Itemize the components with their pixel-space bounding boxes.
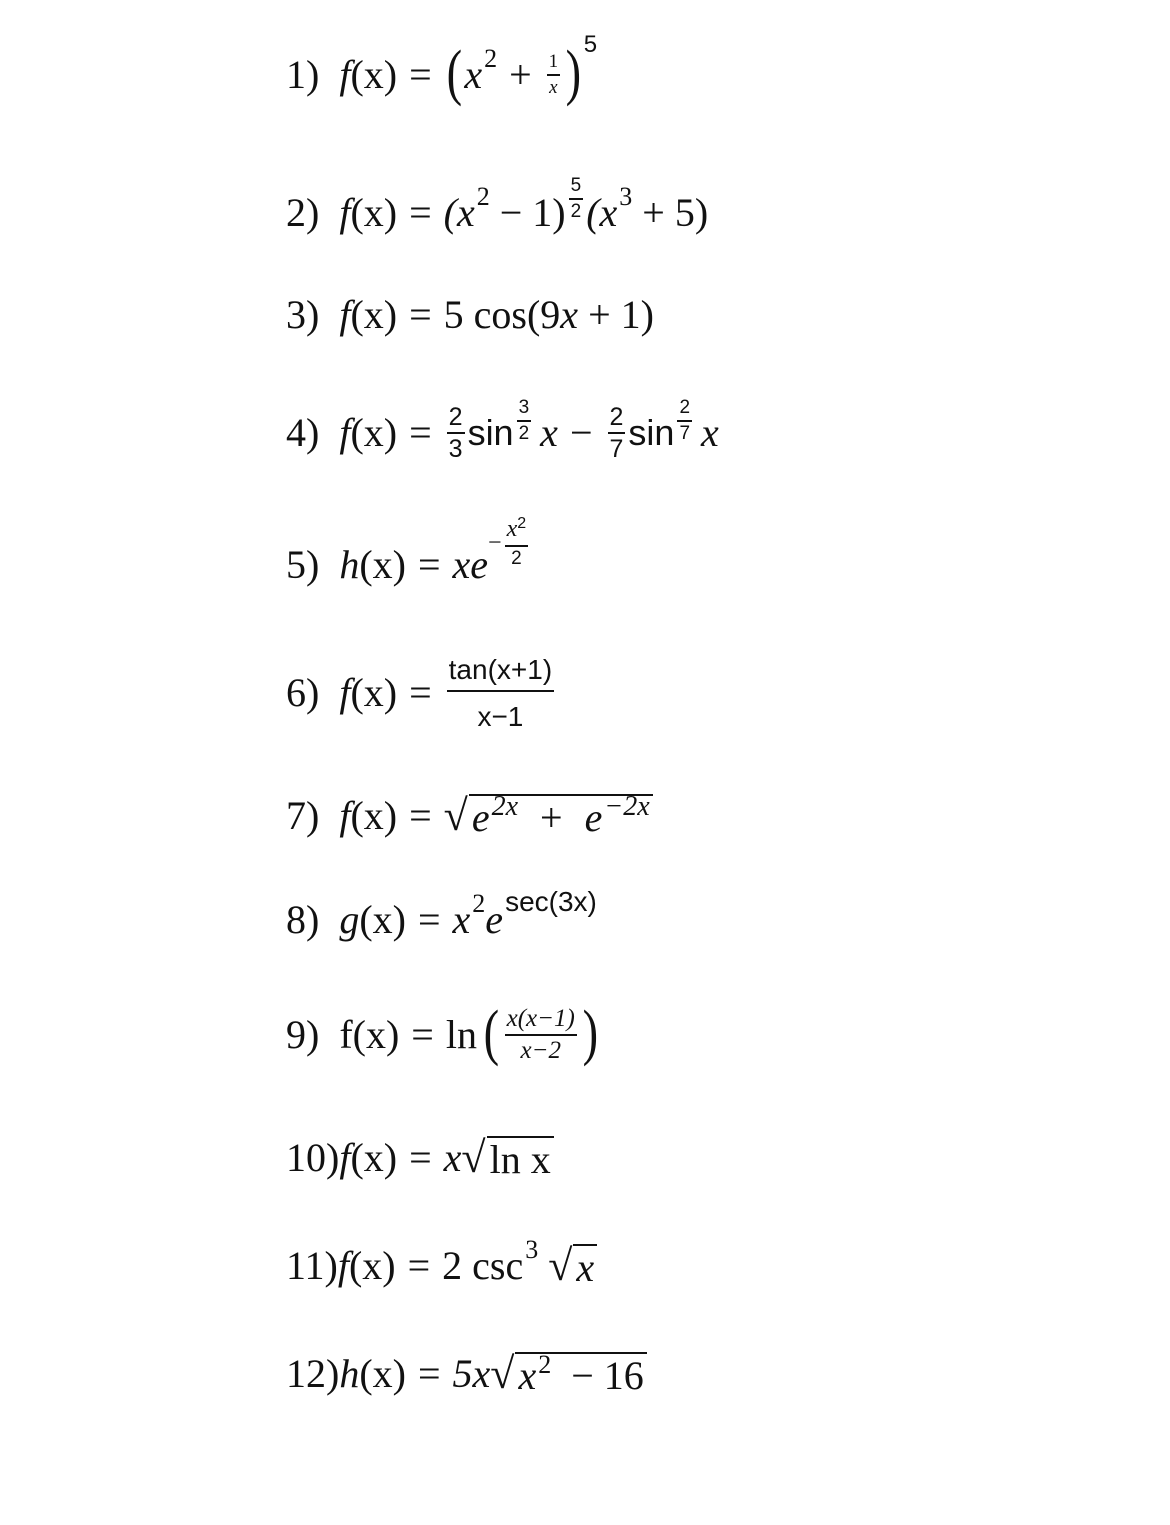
denominator: 7 (679, 423, 691, 444)
square-root (490, 1349, 646, 1398)
numerator: 5 (570, 175, 582, 197)
function-name: h (339, 1351, 360, 1396)
exponent: 3 (525, 1235, 539, 1264)
term-part: − 1) (499, 190, 566, 235)
term-x: x (560, 292, 579, 337)
numerator: 2 (609, 402, 624, 431)
function-name: f (339, 52, 351, 97)
denominator: x−1 (477, 701, 524, 732)
equation-10 (286, 1128, 554, 1188)
ln-function: ln (445, 1012, 477, 1057)
sin-function: sin (467, 412, 514, 453)
numerator: x(x−1) (506, 1004, 575, 1032)
function-name: f (339, 410, 351, 455)
term-part: (x (443, 190, 475, 235)
fraction (505, 1006, 577, 1065)
exponent-group (488, 517, 531, 568)
left-paren: ( (483, 999, 500, 1067)
coefficient-fraction (608, 404, 626, 463)
radicand: ln x (487, 1136, 554, 1180)
term-e: e (471, 795, 490, 840)
function-name: f (339, 1135, 351, 1180)
denominator: x−2 (520, 1037, 561, 1064)
equation-number: 2) (286, 190, 320, 235)
term-x: x (540, 410, 558, 455)
square-root (548, 1241, 597, 1290)
exponent: 3 (619, 182, 633, 211)
equals-sign: = (409, 292, 432, 337)
fraction-bar (569, 198, 584, 200)
equals-sign: = (409, 52, 432, 97)
term-part: + 1) (588, 292, 654, 337)
equation-7 (286, 786, 653, 846)
term-xe: xe (452, 542, 489, 587)
function-arg: (x) (348, 1243, 396, 1288)
square-root (443, 791, 653, 840)
function-arg: (x) (359, 897, 406, 942)
exponent: 2 (476, 182, 490, 211)
denominator: 7 (609, 435, 624, 463)
function-arg: (x) (350, 52, 398, 97)
numerator: 1 (548, 51, 559, 73)
equation-number: 7) (286, 793, 320, 838)
equation-8 (286, 886, 597, 950)
numerator: tan(x+1) (448, 653, 553, 685)
equals-sign: = (417, 1351, 441, 1396)
equation-number: 9) (286, 1012, 320, 1057)
radical-icon: √ (490, 1349, 515, 1398)
radicand-x: x (518, 1353, 537, 1398)
square-root (461, 1133, 553, 1182)
radical-icon: √ (443, 791, 468, 840)
term-part: 2 csc (442, 1243, 524, 1288)
equation-number: 8) (286, 897, 320, 942)
equation-number: 6) (286, 670, 320, 715)
term-x: x (452, 897, 471, 942)
function-label: f(x) (339, 1012, 400, 1057)
fraction-bar (505, 545, 529, 547)
term-x: x (443, 1135, 462, 1180)
equation-number: 5) (286, 542, 320, 587)
fraction-bar (447, 690, 555, 692)
radicand-tail: − 16 (571, 1353, 644, 1398)
fraction-exponent (517, 398, 532, 444)
equation-number: 10) (286, 1135, 340, 1180)
coefficient-fraction (447, 404, 465, 463)
right-paren: ) (565, 39, 582, 107)
denominator: 2 (518, 423, 530, 444)
denominator: 3 (448, 435, 463, 463)
function-arg: (x) (350, 190, 398, 235)
equals-sign: = (411, 1012, 434, 1057)
numerator: 2 (679, 397, 691, 419)
term-e: e (584, 795, 603, 840)
numerator (505, 517, 529, 542)
exponent: 2x (491, 791, 519, 822)
denominator: 2 (570, 201, 582, 222)
function-arg: (x) (359, 542, 406, 587)
function-name: g (339, 897, 360, 942)
fraction-bar (505, 1034, 577, 1036)
equation-11 (286, 1236, 597, 1296)
equation-6 (286, 648, 557, 738)
term-e: e (485, 897, 504, 942)
term-part: + 5) (642, 190, 709, 235)
numerator: 3 (518, 397, 530, 419)
minus-sign: − (569, 410, 593, 455)
right-paren: ) (582, 999, 598, 1067)
function-arg: (x) (350, 1135, 398, 1180)
equals-sign: = (409, 670, 432, 715)
fraction-bar (547, 74, 561, 76)
function-name: f (339, 793, 351, 838)
fraction-exponent (677, 398, 692, 444)
equation-2 (286, 168, 708, 258)
function-arg: (x) (350, 410, 398, 455)
equation-5 (286, 515, 531, 610)
equation-number: 12) (286, 1351, 340, 1396)
exponent: 2 (484, 44, 498, 73)
term-part: (x (586, 190, 618, 235)
fraction-bar (677, 420, 692, 422)
fraction (447, 655, 555, 732)
radicand: x (573, 1244, 597, 1288)
radicand (469, 791, 653, 840)
function-name: f (339, 190, 351, 235)
plus-sign: + (540, 795, 563, 840)
equation-number: 1) (286, 52, 320, 97)
term-x: x (464, 52, 483, 97)
equals-sign: = (409, 190, 432, 235)
plus-sign: + (509, 52, 532, 97)
equals-sign: = (417, 897, 441, 942)
equals-sign: = (409, 793, 432, 838)
equation-1 (286, 30, 597, 120)
denominator: x (549, 77, 558, 98)
denominator: 2 (511, 547, 522, 569)
radical-icon: √ (548, 1241, 573, 1290)
function-arg: (x) (350, 793, 398, 838)
function-arg: (x) (350, 292, 398, 337)
exponent: 2 (538, 1350, 552, 1379)
equals-sign: = (407, 1243, 431, 1288)
equation-number: 3) (286, 292, 320, 337)
equals-sign: = (417, 542, 441, 587)
numerator-power: 2 (517, 515, 527, 533)
fraction-bar (517, 420, 532, 422)
term-part: 5 cos(9 (443, 292, 561, 337)
equation-12 (286, 1344, 647, 1404)
exponent-minus: − (488, 530, 502, 556)
exponent: −2x (604, 791, 650, 822)
function-arg: (x) (359, 1351, 406, 1396)
equation-3 (286, 290, 654, 340)
exponent: sec(3x) (505, 886, 597, 917)
function-name: f (337, 1243, 349, 1288)
function-arg: (x) (350, 670, 398, 715)
equation-number: 4) (286, 410, 320, 455)
exponent: 2 (472, 889, 486, 918)
fraction-exponent (569, 176, 584, 222)
numerator-x: x (506, 516, 518, 543)
fraction-bar (447, 432, 465, 434)
term-part: 5x (452, 1351, 491, 1396)
left-paren: ( (446, 39, 462, 107)
equation-number: 11) (286, 1243, 338, 1288)
function-name: f (339, 670, 351, 715)
equals-sign: = (409, 410, 432, 455)
outer-exponent: 5 (583, 31, 598, 58)
sin-function: sin (628, 412, 675, 453)
equals-sign: = (409, 1135, 432, 1180)
radical-icon: √ (461, 1133, 486, 1182)
term-x: x (701, 410, 719, 455)
numerator: 2 (448, 402, 463, 431)
function-name: f (339, 292, 351, 337)
fraction-bar (608, 432, 626, 434)
equation-9 (286, 990, 601, 1080)
equation-4 (286, 388, 719, 478)
fraction-exponent (505, 517, 529, 568)
fraction (547, 52, 561, 98)
radicand (515, 1352, 646, 1396)
function-name: h (339, 542, 360, 587)
